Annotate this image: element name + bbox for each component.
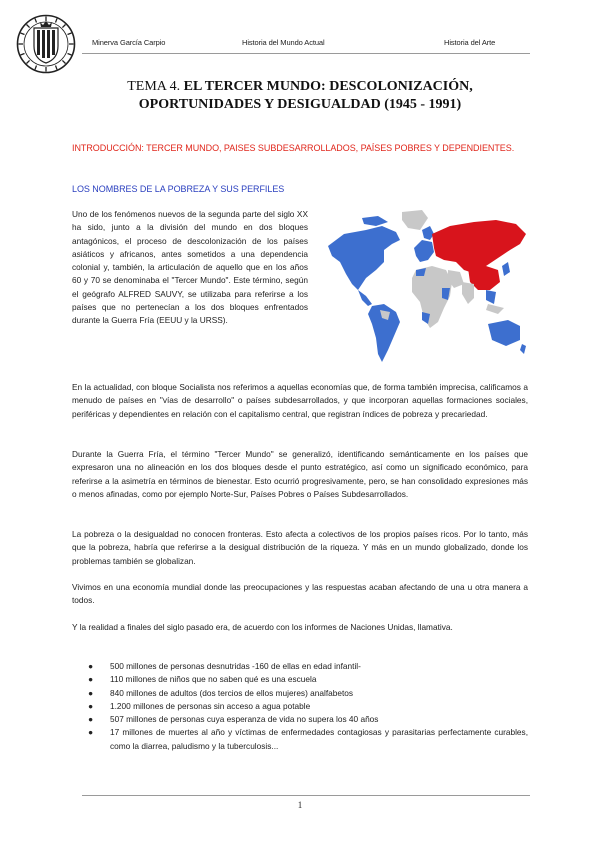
title-number: TEMA 4.	[127, 79, 181, 94]
bullet-icon: ●	[88, 700, 94, 711]
paragraph-6: Y la realidad a finales del siglo pasado era, de acuerdo con los informes de Naciones Unidas, llamativa.	[72, 622, 453, 632]
bullet-icon: ●	[88, 687, 94, 698]
header-subject: Historia del Arte	[444, 38, 496, 47]
list-item	[72, 660, 528, 673]
header-author: Minerva García Carpio	[92, 38, 166, 47]
intro-heading: INTRODUCCIÓN: TERCER MUNDO, PAISES SUBDESARROLLADOS, PAÍSES POBRES Y DEPENDIENTES.	[72, 143, 515, 153]
list-item	[72, 726, 528, 753]
paragraph-5: Vivimos en una economía mundial donde las preocupaciones y las respuestas acaban afectando de una u otra manera a todos.	[72, 582, 528, 606]
bullet-icon: ●	[88, 674, 94, 685]
list-item	[72, 687, 528, 700]
university-seal-logo	[16, 14, 76, 74]
section-heading: LOS NOMBRES DE LA POBREZA Y SUS PERFILES	[72, 184, 285, 194]
paragraph-2: En la actualidad, con bloque Socialista nos referimos a aquellas economías que, de forma también imprecisa, calificamos a menudo de países en "vías de desarrollo" o países subdesarrollados, y que incorporan aquellas formaciones sociales, periféricas y dependientes en relación con el capitalismo central, que registran índices de pobreza y precariedad.	[72, 382, 528, 419]
paragraph-1: Uno de los fenómenos nuevos de la segunda parte del siglo XX ha sido, junto a la división del mundo en dos bloques antagónicos, el proceso de descolonización de los países asiáticos y africanos, antes sometidos a una dependencia colonial y, también, la articulación de aquello que en los años 60 y 70 se denominaba el "Tercer Mundo". Este término, según el geógrafo ALFRED SAUVY, se utilizaba para referirse a los países que no pertenecían a los dos bloques enfrentados durante la Guerra Fría (EEUU y la URSS).	[72, 209, 308, 326]
world-map-image	[318, 204, 530, 372]
header-course: Historia del Mundo Actual	[242, 38, 325, 47]
title-line-2: OPORTUNIDADES Y DESIGUALDAD (1945 - 1991)	[138, 97, 462, 112]
bullet-icon: ●	[88, 727, 94, 738]
list-item-text: 110 millones de niños que no saben qué es una escuela	[110, 674, 317, 685]
list-item	[72, 673, 528, 686]
bullet-icon: ●	[88, 661, 94, 671]
list-item	[72, 700, 528, 713]
footer-divider	[82, 795, 530, 796]
list-item-text: 1.200 millones de personas sin acceso a agua potable	[110, 700, 311, 711]
bullet-icon: ●	[88, 714, 94, 725]
list-item	[72, 713, 528, 726]
header-divider	[82, 53, 530, 54]
list-item-text: 840 millones de adultos (dos tercios de ellos mujeres) analfabetos	[110, 687, 354, 698]
list-item-text: 507 millones de personas cuya esperanza de vida no supera los 40 años	[110, 714, 379, 725]
list-item-text: 500 millones de personas desnutridas -160 de ellas en edad infantil-	[110, 661, 361, 671]
list-item-text: 17 millones de muertes al año y víctimas de enfermedades contagiosas y parasitarias perfectamente curables, como la diarrea, paludismo y la tuberculosis...	[110, 727, 528, 751]
paragraph-3: Durante la Guerra Fría, el término "Tercer Mundo" se generalizó, identificando semánticamente en los países que expresaron una no alineación en los dos bloques desde el punto estratégico, así como un significado económico, para referirse a la asimetría en términos de bienestar. Esto ocurrió progresivamente, pero, se han consolidado expresiones más o menos afinadas, como por ejemplo Norte-Sur, Países Pobres o Países Subdesarrollados.	[72, 449, 528, 499]
paragraph-4: La pobreza o la desigualdad no conocen fronteras. Esto afecta a colectivos de los propios países ricos. Por lo tanto, más que la pobreza, habría que referirse a la desigual distribución de la riqueza. Y más en un mundo globalizado, donde los problemas también se globalizan.	[72, 529, 528, 566]
title-line-1: EL TERCER MUNDO: DESCOLONIZACIÓN,	[183, 79, 473, 94]
document-title	[100, 78, 500, 114]
statistics-list	[72, 660, 528, 753]
page-number: 1	[297, 800, 303, 810]
